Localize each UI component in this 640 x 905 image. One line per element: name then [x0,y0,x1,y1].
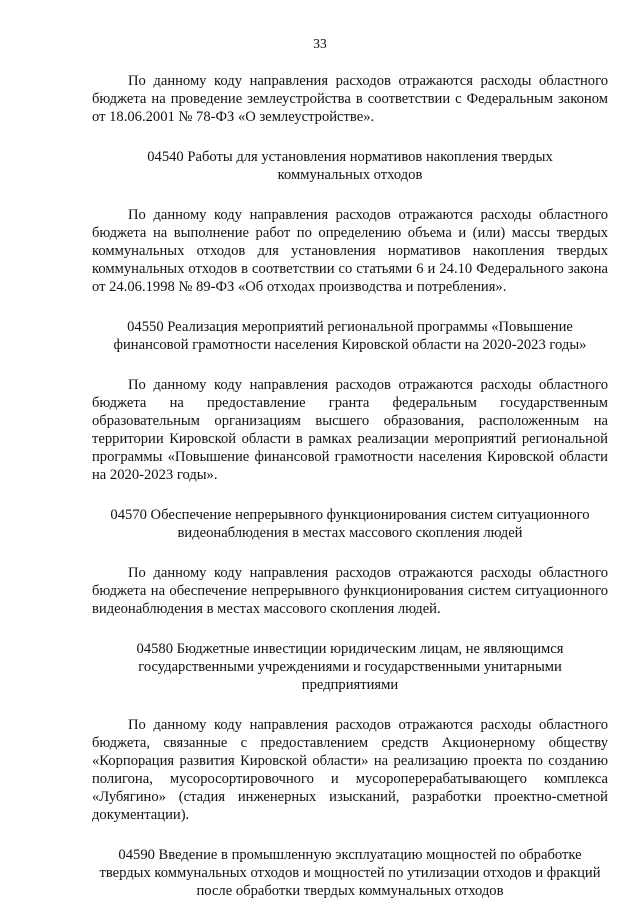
paragraph-04570: По данному коду направления расходов отражаются расходы областного бюджета на обеспечение непрерывного функционирования систем ситуационного видеонаблюдения в местах массового скопления людей. [92,565,608,617]
paragraph-04580: По данному коду направления расходов отражаются расходы областного бюджета, связанные с предоставлением средств Акционерному обществу «Корпорация развития Кировской области» на реализацию проекта по созданию полигона, мусоросортировочного и мусороперерабатывающего комплекса «Лубягино» (стадия инженерных изысканий, разработки проектно-сметной документации). [92,717,608,823]
heading-04550: 04550 Реализация мероприятий региональной программы «Повышение финансовой грамотности населения Кировской области на 2020-2023 годы» [113,319,587,353]
paragraph-04540: По данному коду направления расходов отражаются расходы областного бюджета на выполнение работ по определению объема и (или) массы твердых коммунальных отходов для установления нормативов накопления твердых коммунальных отходов в соответствии со статьями 6 и 24.10 Федерального закона от 24.06.1998 № 89-ФЗ «Об отходах производства и потребления». [92,207,608,295]
paragraph-04550: По данному коду направления расходов отражаются расходы областного бюджета на предоставление гранта федеральным государственным образовательным организациям высшего образования, расположенным на территории Кировской области в рамках реализации мероприятий региональной программы «Повышение финансовой грамотности населения Кировской области на 2020-2023 годы». [92,377,608,483]
heading-04540: 04540 Работы для установления нормативов накопления твердых коммунальных отходов [147,149,553,183]
page-number: 33 [313,36,327,51]
heading-04590: 04590 Введение в промышленную эксплуатацию мощностей по обработке твердых коммунальных отходов и мощностей по утилизации отходов и фракций после обработки твердых коммунальных отходов [99,847,601,899]
paragraph-land-management: По данному коду направления расходов отражаются расходы областного бюджета на проведение землеустройства в соответствии с Федеральным законом от 18.06.2001 № 78-ФЗ «О землеустройстве». [92,73,608,125]
heading-04570: 04570 Обеспечение непрерывного функционирования систем ситуационного видеонаблюдения в местах массового скопления людей [110,507,590,541]
document-body [92,72,608,900]
heading-04580: 04580 Бюджетные инвестиции юридическим лицам, не являющимся государственными учреждениями и государственными унитарными предприятиями [136,641,564,693]
